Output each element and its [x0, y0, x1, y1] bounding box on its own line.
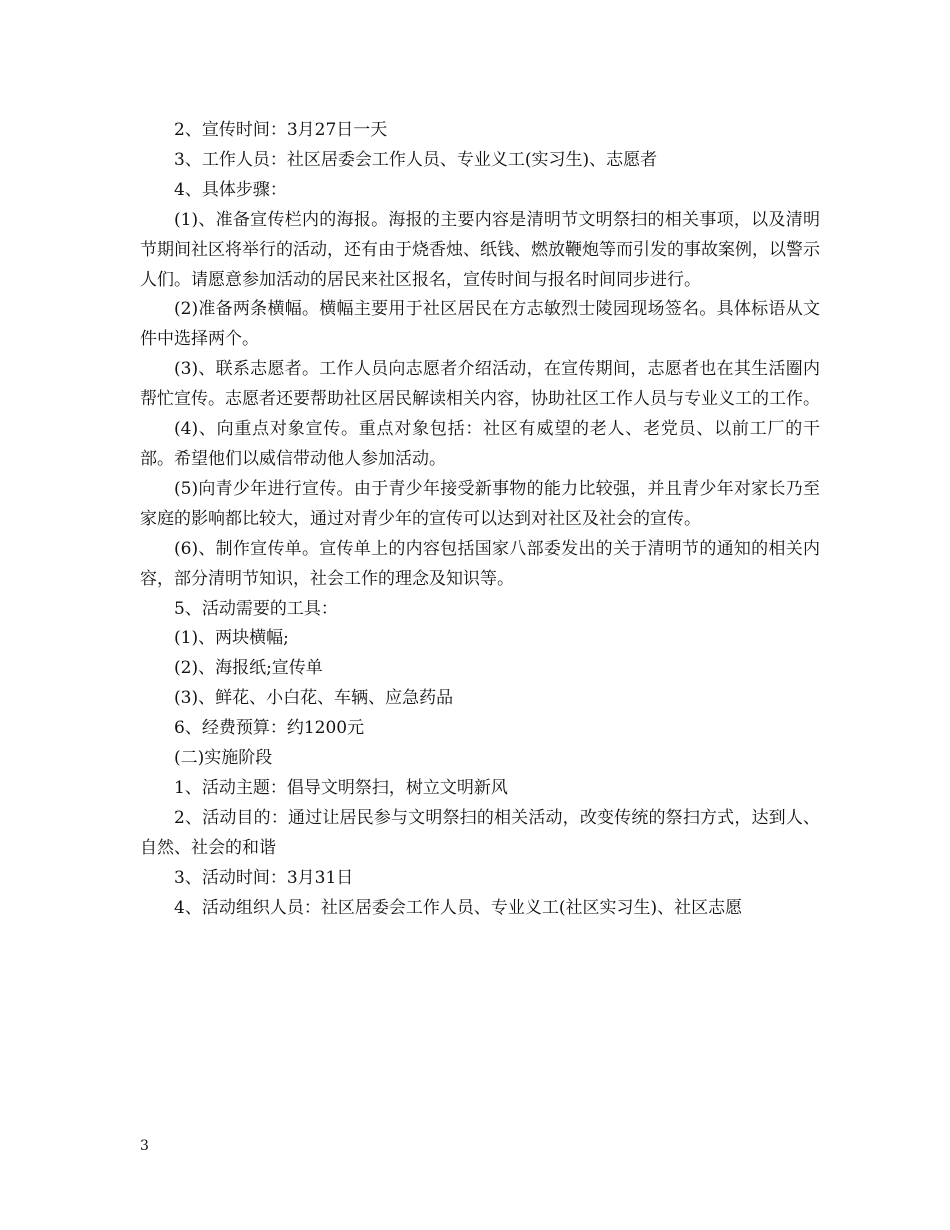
paragraph-step-4: (4)、向重点对象宣传。重点对象包括：社区有威望的老人、老党员、以前工厂的干部。希望他们以威信带动他人参加活动。 [140, 419, 820, 469]
paragraph-activity-time: 3、活动时间：3月31日 [174, 867, 354, 888]
paragraph-staff: 3、工作人员：社区居委会工作人员、专业义工(实习生)、志愿者 [174, 149, 658, 170]
paragraph-implementation-heading: (二)实施阶段 [174, 748, 273, 769]
paragraph-step-2: (2)准备两条横幅。横幅主要用于社区居民在方志敏烈士陵园现场签名。具体标语从文件中选择两个。 [140, 299, 820, 350]
paragraph-budget: 6、经费预算：约1200元 [174, 718, 365, 739]
paragraph-step-1: (1)、准备宣传栏内的海报。海报的主要内容是清明节文明祭扫的相关事项，以及清明节期间社区将举行的活动，还有由于烧香烛、纸钱、燃放鞭炮等而引发的事故案例，以警示人们。请愿意参加活动的居民来社区报名，宣传时间与报名时间同步进行。 [140, 209, 820, 290]
paragraph-tool-1: (1)、两块横幅; [174, 628, 289, 649]
paragraph-step-6: (6)、制作宣传单。宣传单上的内容包括国家八部委发出的关于清明节的通知的相关内容，部分清明节知识，社会工作的理念及知识等。 [140, 538, 820, 589]
paragraph-activity-organizers: 4、活动组织人员：社区居委会工作人员、专业义工(社区实习生)、社区志愿 [174, 897, 743, 918]
paragraph-tools-heading: 5、活动需要的工具： [174, 598, 338, 619]
paragraph-publicity-time: 2、宣传时间：3月27日一天 [174, 120, 388, 140]
paragraph-steps-heading: 4、具体步骤： [174, 179, 287, 200]
paragraph-tool-2: (2)、海报纸;宣传单 [174, 658, 323, 679]
paragraph-step-5: (5)向青少年进行宣传。由于青少年接受新事物的能力比较强，并且青少年对家长乃至家庭的影响都比较大，通过对青少年的宣传可以达到对社区及社会的宣传。 [140, 478, 820, 529]
paragraph-step-3: (3)、联系志愿者。工作人员向志愿者介绍活动，在宣传期间，志愿者也在其生活圈内帮忙宣传。志愿者还要帮助社区居民解读相关内容，协助社区工作人员与专业义工的工作。 [140, 359, 820, 410]
document-body [140, 116, 820, 923]
paragraph-activity-purpose: 2、活动目的：通过让居民参与文明祭扫的相关活动，改变传统的祭扫方式，达到人、自然、社会的和谐 [140, 807, 820, 858]
page-number: 3 [140, 1138, 149, 1154]
paragraph-tool-3: (3)、鲜花、小白花、车辆、应急药品 [174, 688, 454, 709]
paragraph-activity-theme: 1、活动主题：倡导文明祭扫，树立文明新风 [174, 777, 508, 798]
